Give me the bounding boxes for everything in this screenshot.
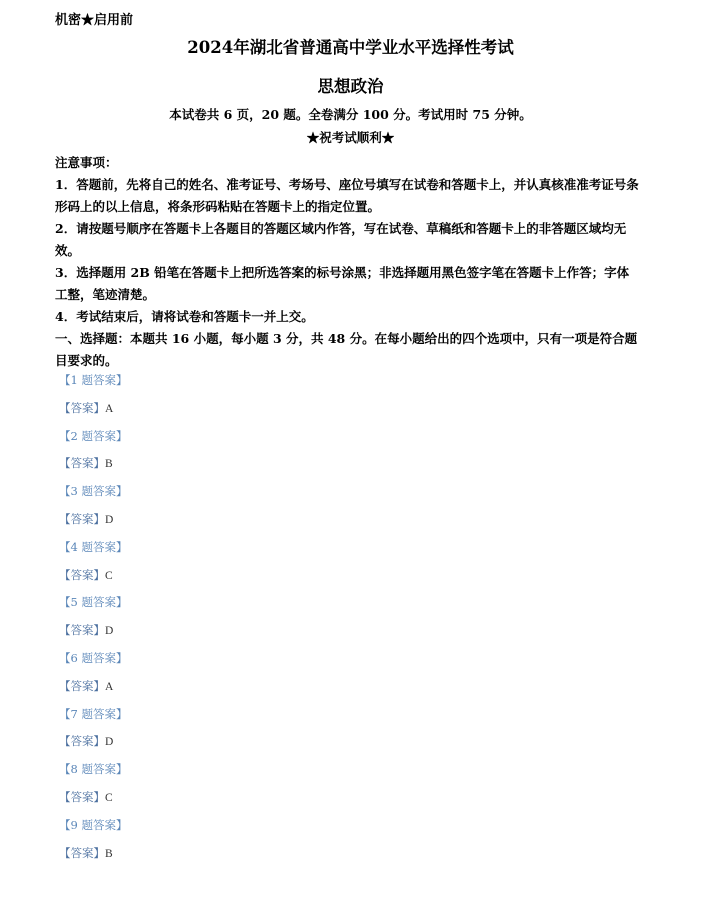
answer-value: A	[105, 680, 114, 693]
answer-row-6	[59, 675, 359, 703]
answer-tag: 【答案】	[59, 400, 105, 415]
answer-row-3	[59, 508, 359, 536]
answer-tag: 【答案】	[59, 734, 105, 749]
answer-tag: 【答案】	[59, 456, 105, 471]
question-tag: 【6 题答案】	[59, 650, 128, 665]
section-instructions: 一、选择题：本题共 16 小题，每小题 3 分，共 48 分。在每小题给出的四个选项中，只有一项是符合题目要求的。	[55, 331, 638, 368]
answer-value: A	[105, 402, 114, 415]
answer-row-8	[59, 786, 359, 814]
answer-row-4	[59, 564, 359, 592]
note-item-2: 2．请按题号顺序在答题卡上各题目的答题区域内作答，写在试卷、草稿纸和答题卡上的非答题区域均无效。	[55, 221, 627, 258]
answer-tag: 【答案】	[59, 567, 105, 582]
question-tag: 【5 题答案】	[59, 595, 128, 610]
question-label-7	[59, 703, 359, 731]
question-tag: 【7 题答案】	[59, 706, 128, 721]
exam-title: 2024年湖北省普通高中学业水平选择性考试	[187, 38, 514, 57]
answer-list	[59, 369, 359, 869]
question-label-2	[59, 425, 359, 453]
question-label-8	[59, 758, 359, 786]
question-tag: 【1 题答案】	[59, 373, 128, 387]
answer-value: B	[105, 847, 113, 860]
answer-tag: 【答案】	[59, 511, 105, 526]
answer-row-1	[59, 397, 359, 425]
question-label-1	[59, 369, 359, 397]
answer-tag: 【答案】	[59, 623, 105, 638]
exam-subject: 思想政治	[317, 77, 384, 96]
answer-tag: 【答案】	[59, 789, 105, 804]
note-item-3: 3．选择题用 2B 铅笔在答题卡上把所选答案的标号涂黑；非选择题用黑色签字笔在答题卡上作答；字体工整，笔迹清楚。	[55, 265, 630, 302]
answer-row-2	[59, 452, 359, 480]
question-tag: 【4 题答案】	[59, 539, 128, 554]
answer-value: C	[105, 569, 113, 582]
answer-value: D	[105, 513, 114, 526]
question-label-4	[59, 536, 359, 564]
question-tag: 【3 题答案】	[59, 484, 128, 499]
question-label-6	[59, 647, 359, 675]
notes-section	[55, 152, 640, 372]
answer-row-5	[59, 619, 359, 647]
answer-row-9	[59, 842, 359, 870]
question-label-3	[59, 480, 359, 508]
question-label-9	[59, 814, 359, 842]
note-item-4: 4．考试结束后，请将试卷和答题卡一并上交。	[55, 309, 314, 324]
question-label-5	[59, 591, 359, 619]
question-tag: 【8 题答案】	[59, 762, 128, 777]
question-tag: 【9 题答案】	[59, 817, 128, 832]
exam-wish: ★祝考试顺利★	[306, 130, 395, 145]
answer-value: D	[105, 625, 114, 638]
answer-value: B	[105, 458, 113, 471]
exam-info: 本试卷共 6 页，20 题。全卷满分 100 分。考试用时 75 分钟。	[169, 107, 532, 122]
answer-tag: 【答案】	[59, 678, 105, 693]
answer-value: C	[105, 791, 113, 804]
confidential-mark: 机密★启用前	[55, 13, 134, 28]
answer-value: D	[105, 736, 114, 749]
question-tag: 【2 题答案】	[59, 428, 128, 443]
note-item-1: 1．答题前，先将自己的姓名、准考证号、考场号、座位号填写在试卷和答题卡上，并认真核准准考证号条形码上的以上信息，将条形码粘贴在答题卡上的指定位置。	[55, 177, 639, 214]
notes-heading: 注意事项：	[55, 155, 118, 170]
answer-row-7	[59, 730, 359, 758]
answer-tag: 【答案】	[59, 845, 105, 860]
